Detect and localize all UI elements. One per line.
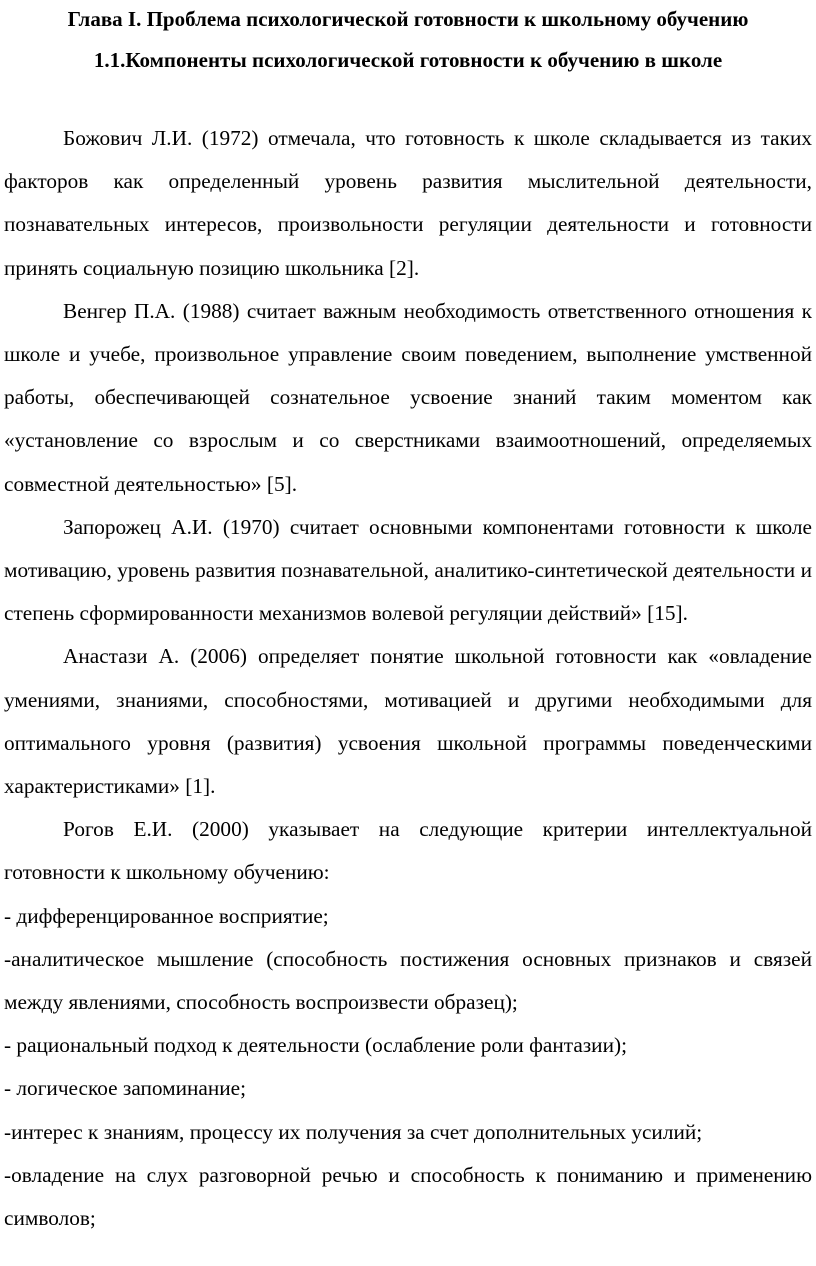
list-item: -аналитическое мышление (способность постижения основных признаков и связей между явлениями, способность воспроизвести образец); xyxy=(4,946,812,1015)
section-title: 1.1.Компоненты психологической готовности к обучению в школе xyxy=(93,48,723,72)
paragraph-zaporozhets: Запорожец А.И. (1970) считает основными компонентами готовности к школе мотивацию, уровень развития познавательной, аналитико-синтетической деятельности и степень сформированности механизмов волевой регуляции действий» [15]. xyxy=(4,514,812,626)
list-item: - логическое запоминание; xyxy=(4,1076,247,1101)
list-item: -интерес к знаниям, процессу их получения за счет дополнительных усилий; xyxy=(4,1119,703,1144)
chapter-title: Глава I. Проблема психологической готовности к школьному обучению xyxy=(67,7,749,31)
list-item: - дифференцированное восприятие; xyxy=(4,903,329,928)
paragraph-anastasi: Анастази А. (2006) определяет понятие школьной готовности как «овладение умениями, знаниями, способностями, мотивацией и другими необходимыми для оптимального уровня (развития) усвоения школьной программы поведенческими характеристиками» [1]. xyxy=(4,644,812,799)
document-body xyxy=(4,117,812,1240)
list-item: - рациональный подход к деятельности (ослабление роли фантазии); xyxy=(4,1033,627,1058)
paragraph-bozhovich: Божович Л.И. (1972) отмечала, что готовность к школе складывается из таких факторов как определенный уровень развития мыслительной деятельности, познавательных интересов, произвольности регуляции деятельности и готовности принять социальную позицию школьника [2]. xyxy=(4,126,812,280)
paragraph-venger: Венгер П.А. (1988) считает важным необходимость ответственного отношения к школе и учебе, произвольное управление своим поведением, выполнение умственной работы, обеспечивающей сознательное усвоение знаний таким моментом как «установление со взрослым и со сверстниками взаимоотношений, определяемых совместной деятельностью» [5]. xyxy=(4,298,812,496)
list-item: -овладение на слух разговорной речью и способность к пониманию и применению символов; xyxy=(4,1162,812,1231)
paragraph-rogov: Рогов Е.И. (2000) указывает на следующие критерии интеллектуальной готовности к школьному обучению: xyxy=(4,817,812,885)
